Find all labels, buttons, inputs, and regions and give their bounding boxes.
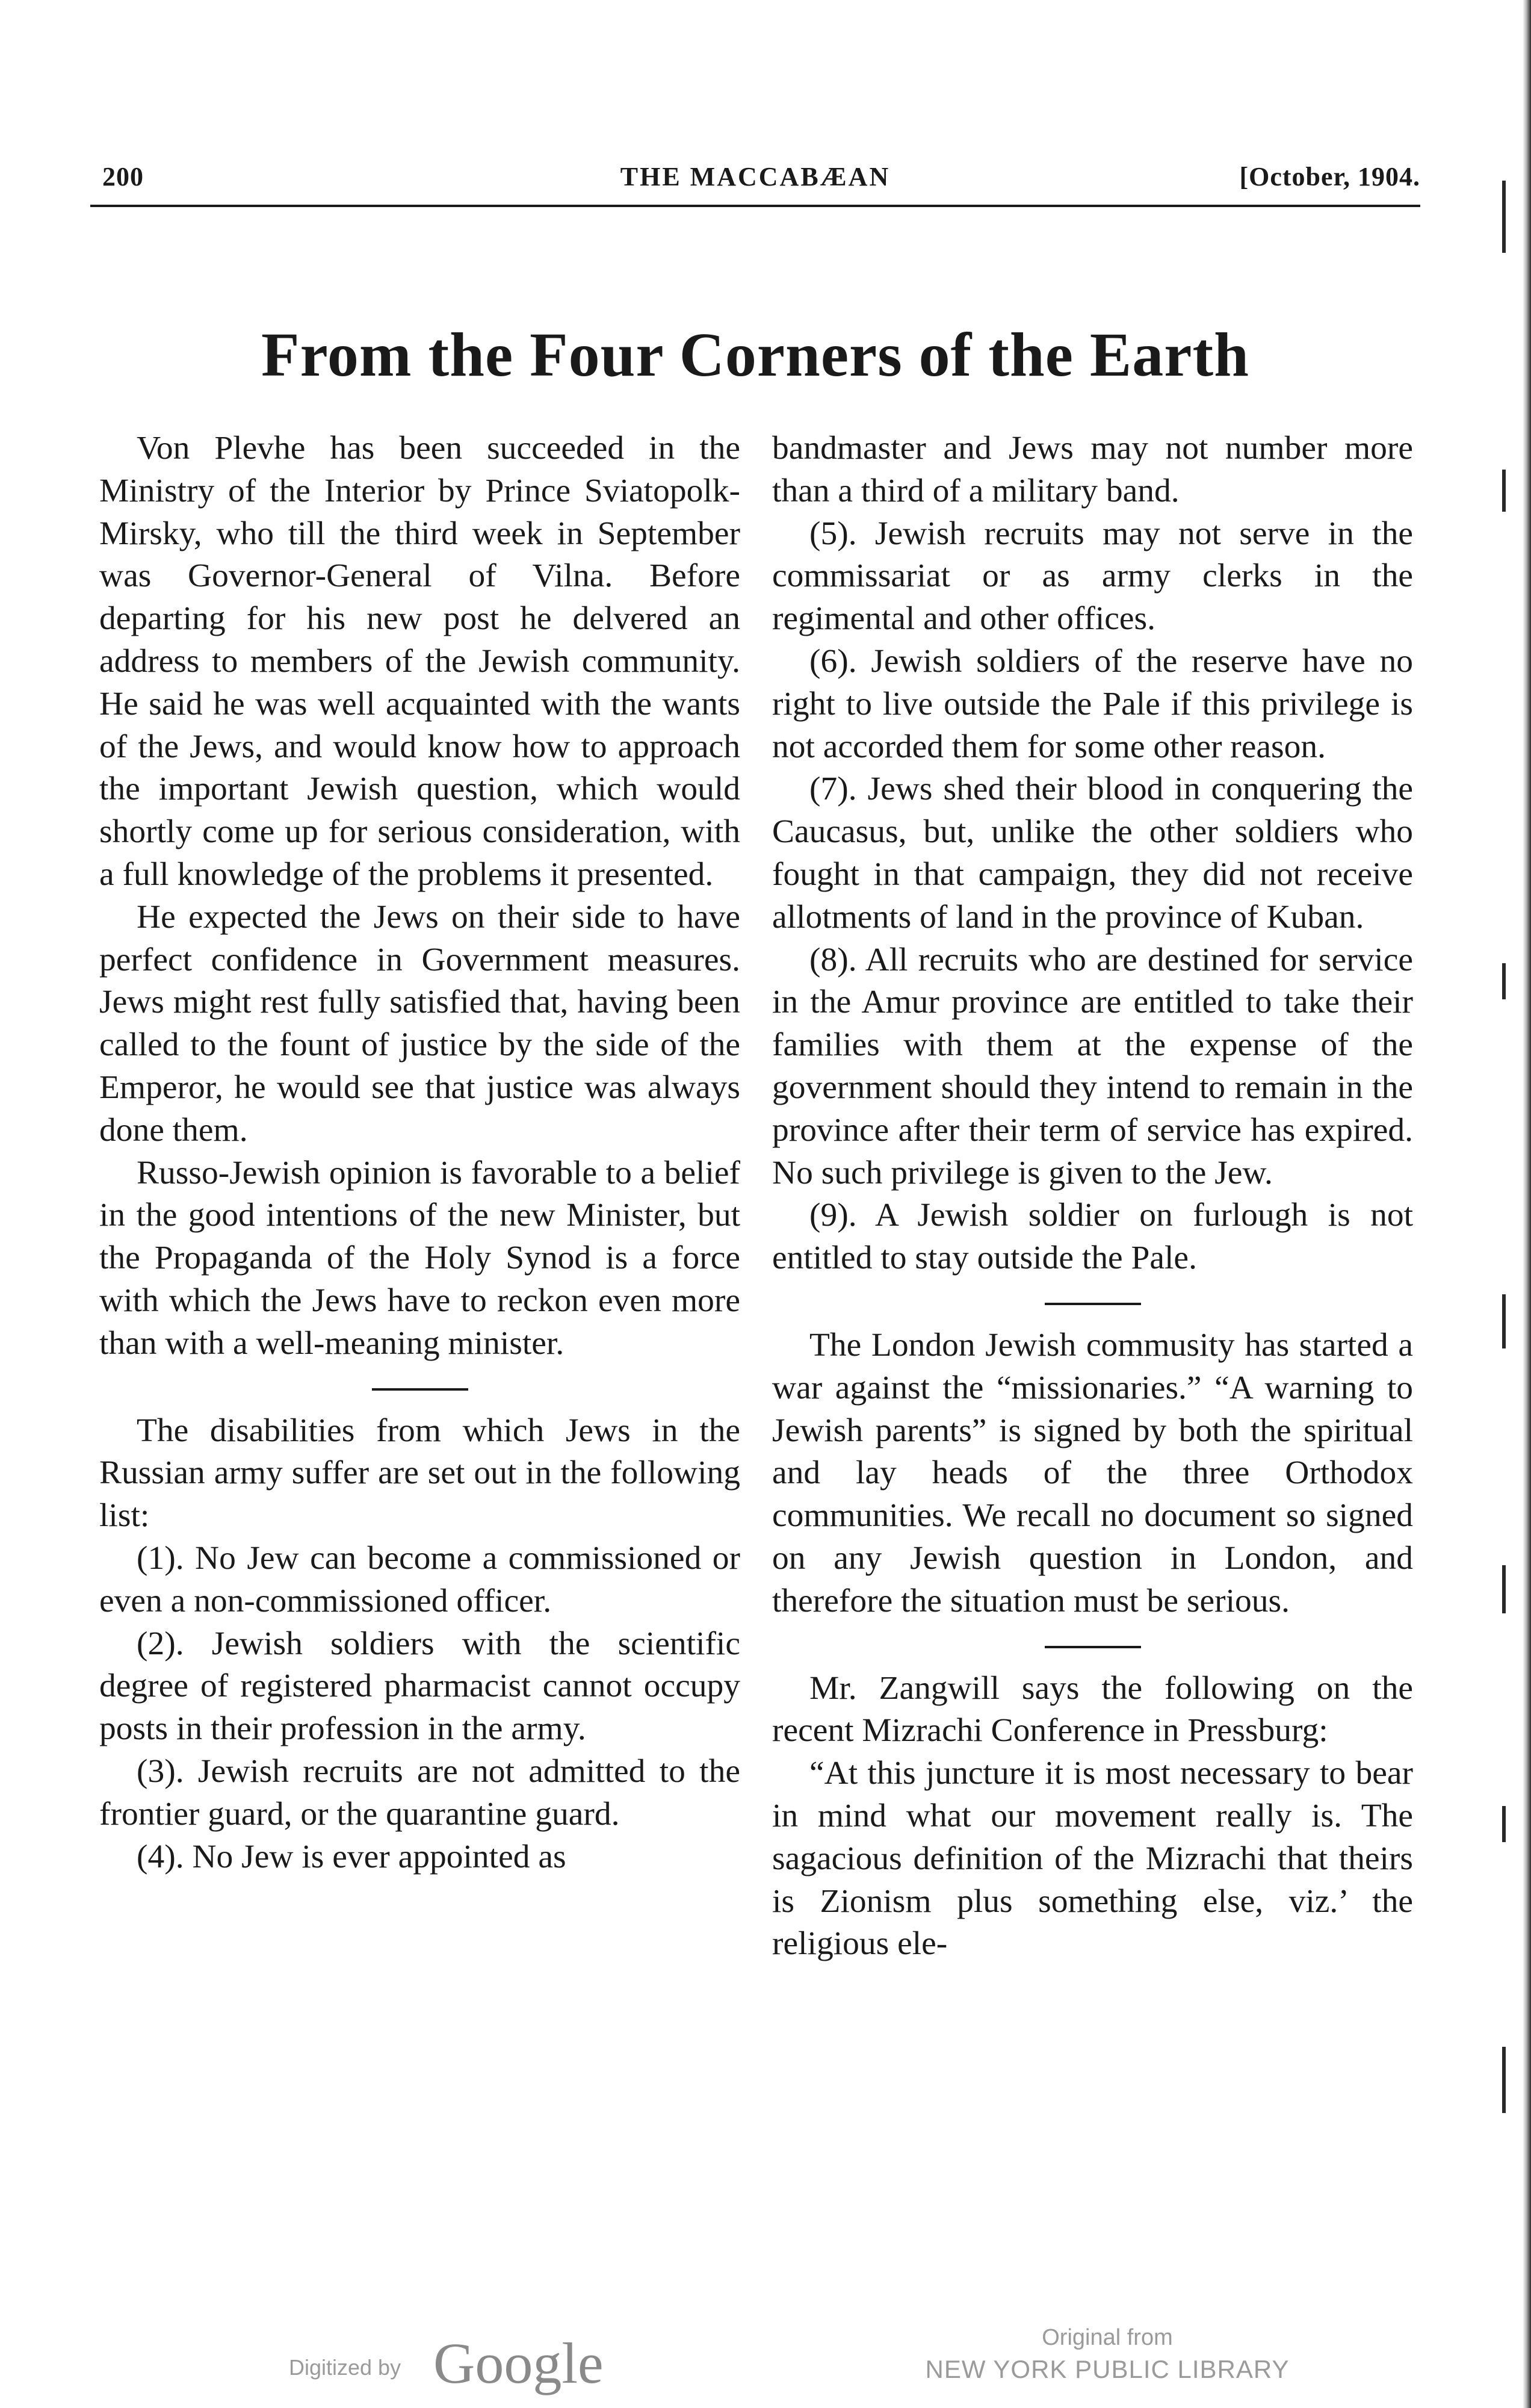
google-logo: Google (433, 2331, 604, 2395)
paragraph: Mr. Zangwill says the following on the recent Mizrachi Conference in Pressburg: (772, 1669, 1413, 1749)
section-divider (372, 1388, 468, 1391)
provenance-line-1: Original from (1042, 2325, 1173, 2350)
digitized-label: Digitized by (289, 2355, 401, 2380)
provenance-line-2: NEW YORK PUBLIC LIBRARY (925, 2355, 1290, 2383)
section-divider (1045, 1646, 1141, 1648)
paragraph: He expected the Jews on their side to have perfect confidence in Government measures. Jews might rest fully satisfied that, having been called to the fount of justice by the side of the Emperor, he would see that justice was always done them. (99, 898, 740, 1149)
list-item: (8). All recruits who are destined for service in the Amur province are entitled to take their families with them at the expense of the government should they intend to remain in the province after their term of service has expired. No such privilege is given to the Jew. (772, 941, 1413, 1191)
journal-title: THE MACCABÆAN (620, 162, 891, 191)
list-item: (6). Jewish soldiers of the reserve have no right to live outside the Pale if this privilege is not accorded them for some other reason. (772, 642, 1413, 765)
digitized-by-stamp (289, 2324, 626, 2395)
paragraph-continued: bandmaster and Jews may not number more than a third of a military band. (772, 430, 1413, 509)
paragraph: Von Plevhe has been succeeded in the Ministry of the Interior by Prince Sviatopolk-Mirsky, who till the third week in September was Governor-General of Vilna. Before departing for his new post he delvered an address to members of the Jewish community. He said he was well acquainted with the wants of the Jews, and would know how to approach the important Jewish question, which would shortly come up for serious consideration, with a full knowledge of the problems it presented. (99, 430, 740, 893)
list-item: (3). Jewish recruits are not admitted to the frontier guard, or the quarantine guard. (99, 1752, 740, 1832)
list-item: (7). Jews shed their blood in conquering the Caucasus, but, unlike the other soldiers who fought in that campaign, they did not receive allotments of land in the province of Kuban. (772, 771, 1413, 936)
page-number: 200 (102, 162, 144, 191)
article-title: From the Four Corners of the Earth (261, 320, 1249, 389)
page-edge-shadow (1523, 0, 1531, 2408)
section-divider (1045, 1303, 1141, 1305)
binding-marks (1502, 0, 1507, 2408)
left-column (99, 427, 740, 1878)
list-item: (1). No Jew can become a commissioned or even a non-commissioned officer. (99, 1539, 740, 1619)
header-rule (90, 205, 1420, 207)
paragraph: The London Jewish commusity has started a war against the “missionaries.” “A warning to Jewish parents” is signed by both the spiritual and lay heads of the three Orthodox communities. We recall no document so signed on any Jewish question in London, and therefore the situation must be serious. (772, 1326, 1413, 1619)
issue-date: [October, 1904. (1239, 162, 1420, 191)
paragraph: “At this juncture it is most necessary to bear in mind what our movement really is. The sagacious definition of the Mizrachi that theirs is Zionism plus something else, viz.’ the religious ele- (772, 1755, 1413, 1963)
list-item: (4). No Jew is ever appointed as (137, 1838, 566, 1875)
paragraph: The disabilities from which Jews in the Russian army suffer are set out in the following list: (99, 1412, 740, 1534)
list-item: (5). Jewish recruits may not serve in the commissariat or as army clerks in the regimental and other offices. (772, 515, 1413, 638)
provenance-stamp (861, 2323, 1354, 2386)
list-item: (9). A Jewish soldier on furlough is not entitled to stay outside the Pale. (772, 1197, 1413, 1277)
running-head (90, 161, 1420, 203)
list-item: (2). Jewish soldiers with the scientific degree of registered pharmacist cannot occupy posts in their profession in the army. (99, 1625, 740, 1748)
paragraph: Russo-Jewish opinion is favorable to a belief in the good intentions of the new Minister, but the Propaganda of the Holy Synod is a force with which the Jews have to reckon even more than with a well-meaning minister. (99, 1154, 740, 1362)
right-column (772, 427, 1413, 1966)
